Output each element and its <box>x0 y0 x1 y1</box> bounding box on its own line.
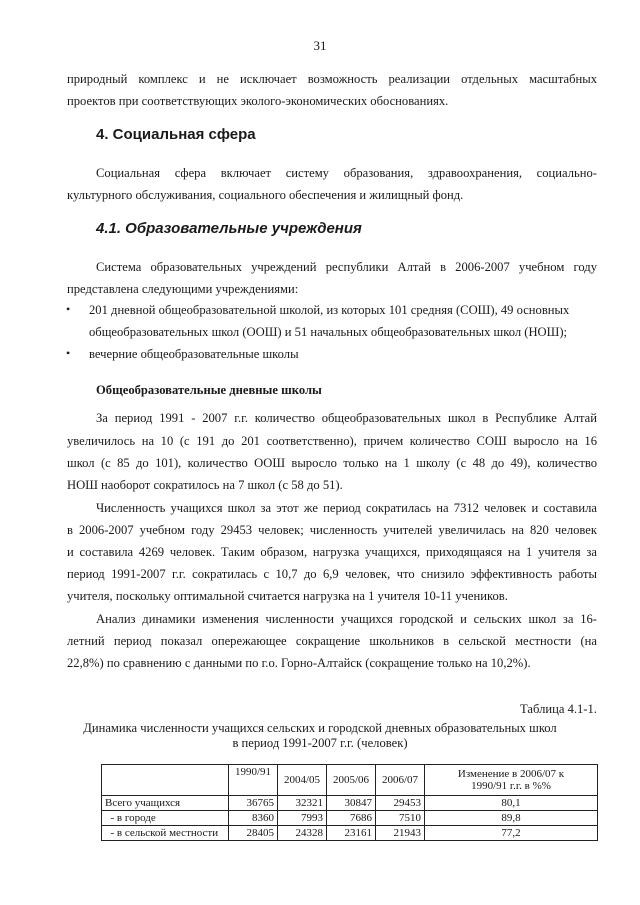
cell-1990: 8360 <box>229 811 278 826</box>
bullet-item-1-line-1: 201 дневной общеобразовательной школой, из которых 101 средняя (СОШ), 49 основных <box>89 303 570 317</box>
section-heading-social: 4. Социальная сфера <box>96 126 256 143</box>
p1-line-4: НОШ наоборот сократилось на 7 школ (с 58 до 51). <box>67 478 343 492</box>
bullet-icon: • <box>66 346 71 360</box>
p3-line-1: Анализ динамики изменения численности учащихся городской и сельских школ за 16- <box>96 612 597 626</box>
subsection-heading-education: 4.1. Образовательные учреждения <box>96 220 362 237</box>
education-paragraph-line-1: Система образовательных учреждений республики Алтай в 2006-2007 учебном году <box>96 260 597 274</box>
table-row <box>102 796 598 811</box>
table-header-change <box>425 765 598 796</box>
cell-2004: 32321 <box>278 796 327 811</box>
bullet-item-2: вечерние общеобразовательные школы <box>89 347 299 361</box>
cell-2005: 7686 <box>327 811 376 826</box>
table-header-change-line-1: Изменение в 2006/07 к <box>457 768 565 780</box>
table-caption-line-2: в период 1991-2007 г.г. (человек) <box>232 736 408 750</box>
intro-line-1: природный комплекс и не исключает возможность реализации отдельных масштабных <box>67 72 597 86</box>
table-header-row <box>102 765 598 796</box>
cell-1990: 28405 <box>229 826 278 841</box>
cell-change: 89,8 <box>425 811 598 826</box>
p1-line-3: школ (с 85 до 101), количество ООШ выросло только на 1 школу (с 48 до 49), количество <box>67 456 597 470</box>
row-label: - в сельской местности <box>102 826 229 841</box>
subsection-heading-day-schools: Общеобразовательные дневные школы <box>96 383 322 397</box>
table-row <box>102 811 598 826</box>
table-header-1990: 1990/91 <box>229 765 278 796</box>
education-paragraph-line-2: представлена следующими учреждениями: <box>67 282 299 296</box>
p2-line-1: Численность учащихся школ за этот же период сократилась на 7312 человек и составила <box>96 501 597 515</box>
table-header-empty <box>102 765 229 796</box>
cell-2006: 7510 <box>376 811 425 826</box>
p2-line-3: и составила 4269 человек. Таким образом, нагрузка учащихся, приходящаяся на 1 учителя за <box>67 545 597 559</box>
social-paragraph-line-1: Социальная сфера включает систему образования, здравоохранения, социально- <box>96 166 597 180</box>
cell-2005: 23161 <box>327 826 376 841</box>
row-label: - в городе <box>102 811 229 826</box>
table-header-2004: 2004/05 <box>278 765 327 796</box>
cell-change: 80,1 <box>425 796 598 811</box>
cell-2006: 21943 <box>376 826 425 841</box>
cell-1990: 36765 <box>229 796 278 811</box>
intro-line-2: проектов при соответствующих эколого-экономических обоснованиях. <box>67 94 449 108</box>
table-label: Таблица 4.1-1. <box>520 702 597 716</box>
bullet-icon: • <box>66 302 71 316</box>
students-table <box>101 764 598 841</box>
table-header-change-line-2: 1990/91 г.г. в %% <box>471 780 551 792</box>
table-header-2005: 2005/06 <box>327 765 376 796</box>
p3-line-3: 22,8%) по сравнению с данными по г.о. Горно-Алтайск (сокращение только на 10,2%). <box>67 656 531 670</box>
cell-2005: 30847 <box>327 796 376 811</box>
cell-2006: 29453 <box>376 796 425 811</box>
cell-2004: 24328 <box>278 826 327 841</box>
p1-line-2: увеличилось на 10 (с 191 до 201 соответственно), причем количество СОШ выросло на 16 <box>67 434 597 448</box>
p1-line-1: За период 1991 - 2007 г.г. количество общеобразовательных школ в Республике Алтай <box>96 411 597 425</box>
table-caption-line-1: Динамика численности учащихся сельских и городской дневных образовательных школ <box>83 721 557 735</box>
p2-line-2: в 2006-2007 учебном году 29453 человек; численность учителей увеличилась на 820 человек <box>67 523 597 537</box>
cell-2004: 7993 <box>278 811 327 826</box>
page-number: 31 <box>313 38 327 53</box>
table-header-2006: 2006/07 <box>376 765 425 796</box>
social-paragraph-line-2: культурного обслуживания, социального обеспечения и жилищный фонд. <box>67 188 464 202</box>
bullet-item-1-line-2: общеобразовательных школ (ООШ) и 51 начальных общеобразовательных школ (НОШ); <box>89 325 568 339</box>
p2-line-5: учителя, поскольку оптимальной считается нагрузка на 1 учителя 10-11 учеников. <box>67 589 508 603</box>
p2-line-4: период 1991-2007 г.г. сократилась с 10,7 до 6,9 человек, что снизило эффективность работы <box>67 567 597 581</box>
cell-change: 77,2 <box>425 826 598 841</box>
p3-line-2: летний период показал опережающее сокращение школьников в сельской местности (на <box>67 634 597 648</box>
table-row <box>102 826 598 841</box>
row-label: Всего учащихся <box>102 796 229 811</box>
